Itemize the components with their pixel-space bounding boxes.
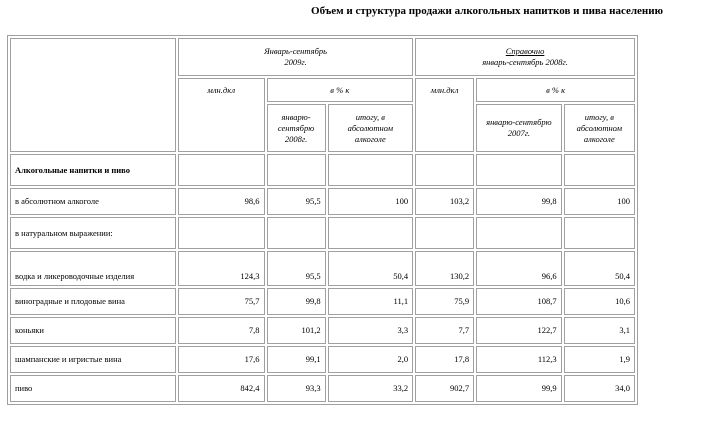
- row-label: в абсолютном алкоголе: [10, 188, 176, 215]
- table-row: [10, 317, 635, 344]
- row-value: 50,4: [328, 251, 414, 286]
- row-value: 902,7: [415, 375, 474, 402]
- table-row: [10, 375, 635, 402]
- row-value: [476, 154, 562, 186]
- row-value: 99,8: [476, 188, 562, 215]
- header-period-ref-line1: Справочно: [505, 46, 545, 56]
- header-unit-ref: млн.дкл: [415, 78, 474, 152]
- row-value: 33,2: [328, 375, 414, 402]
- row-value: [178, 154, 265, 186]
- row-value: [564, 154, 635, 186]
- table-row: [10, 154, 635, 186]
- row-value: 100: [564, 188, 635, 215]
- row-value: 34,0: [564, 375, 635, 402]
- row-value: 103,2: [415, 188, 474, 215]
- header-share-main: итогу, в абсолютном алкоголе: [328, 104, 414, 152]
- table-row: [10, 217, 635, 249]
- header-vs-2007: январю-сентябрю 2007г.: [476, 104, 562, 152]
- row-value: 2,0: [328, 346, 414, 373]
- row-value: 99,9: [476, 375, 562, 402]
- row-value: [178, 217, 265, 249]
- row-label: в натуральном выражении:: [10, 217, 176, 249]
- header-corner: [10, 38, 176, 152]
- row-value: 112,3: [476, 346, 562, 373]
- header-unit-main: млн.дкл: [178, 78, 265, 152]
- table-row: [10, 251, 635, 286]
- header-period-main-line2: 2009г.: [284, 57, 307, 67]
- row-value: 1,9: [564, 346, 635, 373]
- row-value: 17,8: [415, 346, 474, 373]
- row-value: [415, 217, 474, 249]
- row-value: 108,7: [476, 288, 562, 315]
- header-share-ref: итогу, в абсолютном алкоголе: [564, 104, 635, 152]
- row-value: 122,7: [476, 317, 562, 344]
- row-label: виноградные и плодовые вина: [10, 288, 176, 315]
- row-value: 130,2: [415, 251, 474, 286]
- row-value: 100: [328, 188, 414, 215]
- table-row: [10, 188, 635, 215]
- row-value: 11,1: [328, 288, 414, 315]
- table-row: [10, 288, 635, 315]
- row-value: 96,6: [476, 251, 562, 286]
- row-label: Алкогольные напитки и пиво: [10, 154, 176, 186]
- row-value: 75,7: [178, 288, 265, 315]
- row-value: [267, 154, 326, 186]
- row-value: 101,2: [267, 317, 326, 344]
- header-period-main-line1: Январь-сентябрь: [264, 46, 327, 56]
- row-value: 842,4: [178, 375, 265, 402]
- row-value: 7,8: [178, 317, 265, 344]
- row-value: 3,3: [328, 317, 414, 344]
- row-value: 7,7: [415, 317, 474, 344]
- page-title: Объем и структура продажи алкогольных напитков и пива населению: [311, 5, 663, 17]
- row-value: [564, 217, 635, 249]
- row-value: [267, 217, 326, 249]
- sales-table: [7, 35, 638, 405]
- row-value: 95,5: [267, 251, 326, 286]
- table-row: [10, 346, 635, 373]
- row-value: 3,1: [564, 317, 635, 344]
- row-value: 17,6: [178, 346, 265, 373]
- row-label: шампанские и игристые вина: [10, 346, 176, 373]
- row-value: [415, 154, 474, 186]
- row-value: 95,5: [267, 188, 326, 215]
- row-value: [328, 217, 414, 249]
- row-value: [328, 154, 414, 186]
- header-pct-ref: в % к: [476, 78, 635, 102]
- row-value: 124,3: [178, 251, 265, 286]
- row-value: 75,9: [415, 288, 474, 315]
- header-period-ref: [415, 38, 635, 76]
- row-value: 10,6: [564, 288, 635, 315]
- row-value: 50,4: [564, 251, 635, 286]
- row-label: коньяки: [10, 317, 176, 344]
- row-label: пиво: [10, 375, 176, 402]
- header-period-main: [178, 38, 413, 76]
- header-pct-main: в % к: [267, 78, 414, 102]
- header-vs-2008: январю-сентябрю 2008г.: [267, 104, 326, 152]
- row-value: 98,6: [178, 188, 265, 215]
- row-label: водка и ликероводочные изделия: [10, 251, 176, 286]
- row-value: [476, 217, 562, 249]
- row-value: 93,3: [267, 375, 326, 402]
- table-body: [10, 154, 635, 402]
- row-value: 99,1: [267, 346, 326, 373]
- header-row-periods: [10, 38, 635, 76]
- header-period-ref-line2: январь-сентябрь 2008г.: [482, 57, 568, 67]
- row-value: 99,8: [267, 288, 326, 315]
